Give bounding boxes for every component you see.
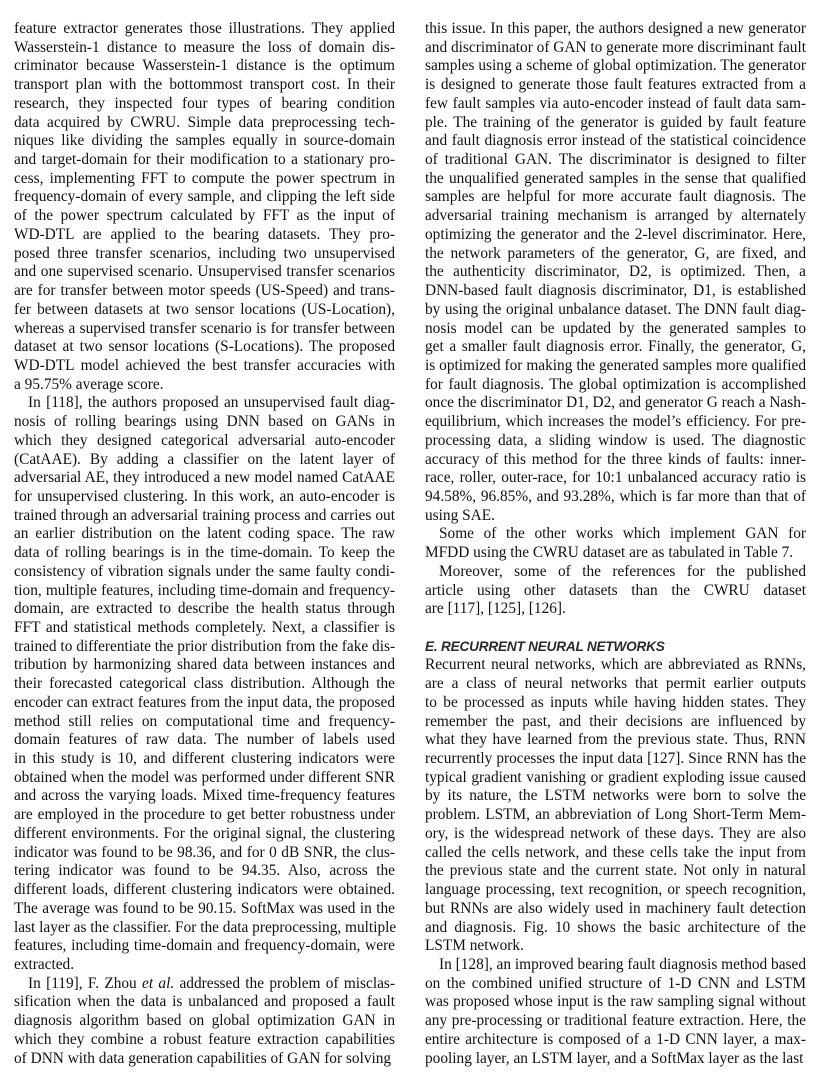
text-line: extracted. xyxy=(14,955,75,973)
text-line: and diagnosis. Fig. 10 shows the basic architecture of the xyxy=(425,918,806,936)
text-line: of the power spectrum calculated by FFT as the input of xyxy=(14,207,395,225)
text-line: problem. LSTM, an abbreviation of Long Short-Term Mem- xyxy=(425,806,806,824)
text-line: transport plan with the bottommost transport cost. In their xyxy=(14,76,395,94)
text-line: the previous state and the current state. Not only in natural xyxy=(425,862,806,880)
text-line: a 95.75% average score. xyxy=(14,375,164,393)
text-line: fer between datasets at two sensor locations (US-Location), xyxy=(14,300,395,318)
text-line: trained through an adversarial training process and carries out xyxy=(14,506,395,524)
text-line: WD-DTL are applied to the bearing datasets. They pro- xyxy=(14,225,395,243)
paragraph xyxy=(425,20,806,525)
text-line: for fault diagnosis. The global optimization is accomplished xyxy=(425,375,806,393)
text-line: Wasserstein-1 distance to measure the loss of domain dis- xyxy=(14,38,395,56)
text-line: the unqualified generated samples in the sense that qualified xyxy=(425,169,806,187)
text-line: and one supervised scenario. Unsupervised transfer scenarios xyxy=(14,263,395,281)
text-line: MFDD using the CWRU dataset are as tabulated in Table 7. xyxy=(425,544,794,562)
paragraph xyxy=(425,956,806,1068)
text-line: few fault samples via auto-encoder instead of fault data sam- xyxy=(425,94,806,112)
text-line: this issue. In this paper, the authors designed a new generator xyxy=(425,20,806,37)
text-line: of DNN with data generation capabilities of GAN for solving xyxy=(14,1049,392,1067)
text-line: by using the original unbalance dataset. The DNN fault diag- xyxy=(425,300,806,318)
text-line: DNN-based fault diagnosis discriminator, D1, is established xyxy=(425,282,806,300)
text-line: what they have learned from the previous state. Thus, RNN xyxy=(425,731,806,749)
text-line: Some of the other works which implement GAN for xyxy=(439,525,806,543)
text-line: encoder can extract features from the input data, the proposed xyxy=(14,693,395,711)
italic-et-al: et al. xyxy=(142,974,175,992)
text-line: processing data, a sliding window is used. The diagnostic xyxy=(425,431,806,449)
text-line: In [128], an improved bearing fault diagnosis method based xyxy=(439,955,806,973)
text-line: cess, implementing FFT to compute the power spectrum in xyxy=(14,169,395,187)
text-line: criminator because Wasserstein-1 distance is the optimum xyxy=(14,57,395,75)
text-line: in this study is 10, and different clustering indicators were xyxy=(14,750,395,768)
text-line: dataset at two sensor locations (S-Locations). The proposed xyxy=(14,338,395,356)
text-line: their forecasted categorical class distribution. Although the xyxy=(14,675,395,693)
text-line: and fault diagnosis error instead of the statistical coincidence xyxy=(425,132,806,150)
text-line: entire architecture is composed of a 1-D CNN layer, a max- xyxy=(425,1030,806,1048)
text-line: and across the varying loads. Mixed time-frequency features xyxy=(14,787,395,805)
text-line: LSTM network. xyxy=(425,937,524,955)
text-line: using SAE. xyxy=(425,506,495,524)
text-line: niques like dividing the samples equally in source-domain xyxy=(14,132,395,150)
text-line: samples using a scheme of global optimization. The generator xyxy=(425,57,806,75)
text-line: are for transfer between motor speeds (US-Speed) and trans- xyxy=(14,282,395,300)
text-line: ory, is the widespread network of these days. They are also xyxy=(425,824,806,842)
section-heading: E. RECURRENT NEURAL NETWORKS xyxy=(425,638,665,654)
text-line: typical gradient vanishing or gradient exploding issue caused xyxy=(425,768,806,786)
text-line: Moreover, some of the references for the published xyxy=(439,562,806,580)
top-margin xyxy=(425,0,806,20)
text-line: are [117], [125], [126]. xyxy=(425,600,566,618)
text-line: data acquired by CWRU. Simple data preprocessing tech- xyxy=(14,113,395,131)
right-column xyxy=(425,0,806,1068)
text-line: trained to differentiate the prior distribution from the fake dis- xyxy=(14,637,396,655)
text-line: nosis of rolling bearings using DNN based on GANs in xyxy=(14,413,395,431)
text-line: by its nature, the LSTM networks were born to solve the xyxy=(425,787,806,805)
text-line: the network parameters of the generator, G, are fixed, and xyxy=(425,244,806,262)
text-line: equilibrium, which increases the model’s efficiency. For pre- xyxy=(425,413,806,431)
text-line: and target-domain for their modification to a stationary pro- xyxy=(14,151,395,169)
text-line: and discriminator of GAN to generate more discriminant fault xyxy=(425,38,806,56)
text-line: the authenticity discriminator, D2, is optimized. Then, a xyxy=(425,263,806,281)
text-fragment: addressed the problem of misclas- xyxy=(174,974,395,992)
text-line: posed three transfer scenarios, including two unsupervised xyxy=(14,244,395,262)
text-line: on the combined unified structure of 1-D CNN and LSTM xyxy=(425,974,806,992)
text-line: Recurrent neural networks, which are abbreviated as RNNs, xyxy=(425,656,806,674)
paragraph xyxy=(14,394,395,974)
text-line: method still relies on computational time and frequency- xyxy=(14,712,395,730)
text-line: for unsupervised clustering. In this work, an auto-encoder is xyxy=(14,487,395,505)
text-line: adversarial training mechanism is arranged by alternately xyxy=(425,207,806,225)
text-line: is designed to generate those fault features extracted from a xyxy=(425,76,806,94)
text-line: once the discriminator D1, D2, and generator G reach a Nash- xyxy=(425,394,806,412)
text-line: optimizing the generator and the 2-level discriminator. Here, xyxy=(425,225,806,243)
paragraph xyxy=(425,525,806,562)
text-line: feature extractor generates those illustrations. They applied xyxy=(14,20,395,37)
text-line: diagnosis algorithm based on global optimization GAN in xyxy=(14,1012,395,1030)
text-line: research, they inspected four types of bearing condition xyxy=(14,94,395,112)
paragraph xyxy=(14,975,395,1069)
text-line: different environments. For the original signal, the clustering xyxy=(14,824,395,842)
text-line: are employed in the procedure to get better robustness under xyxy=(14,806,395,824)
text-line: WD-DTL model achieved the best transfer accuracies with xyxy=(14,356,395,374)
text-line: get a smaller fault diagnosis error. Finally, the generator, G, xyxy=(425,338,806,356)
text-line: features, including time-domain and frequency-domain, were xyxy=(14,937,395,955)
text-line: last layer as the classifier. For the data preprocessing, multiple xyxy=(14,918,397,936)
text-line: recurrently processes the input data [127]. Since RNN has the xyxy=(425,750,806,768)
text-line: data of rolling bearings is in the time-domain. To keep the xyxy=(14,544,395,562)
text-line: tribution by harmonizing shared data between instances and xyxy=(14,656,395,674)
text-line: is optimized for making the generated samples more qualified xyxy=(425,356,806,374)
text-line: In [118], the authors proposed an unsupervised fault diag- xyxy=(28,394,395,412)
text-line: remember the past, and their decisions are influenced by xyxy=(425,712,806,730)
text-line: frequency-domain of every sample, and clipping the left side xyxy=(14,188,395,206)
text-line: indicator was found to be 98.36, and for 0 dB SNR, the clus- xyxy=(14,843,395,861)
text-line: any pre-processing or traditional feature extraction. Here, the xyxy=(425,1012,806,1030)
text-line: FFT and statistical methods completely. Next, a classifier is xyxy=(14,619,395,636)
text-line: whereas a supervised transfer scenario is for transfer between xyxy=(14,319,395,337)
text-line: consistency of vibration signals under the same faulty condi- xyxy=(14,562,395,580)
text-line: samples are helpful for more accurate fault diagnosis. The xyxy=(425,188,806,206)
text-line: sification when the data is unbalanced and proposed a fault xyxy=(14,993,395,1011)
text-line: tion, multiple features, including time-domain and frequency- xyxy=(14,581,395,599)
text-line: was proposed whose input is the raw sampling signal without xyxy=(425,993,806,1011)
text-line xyxy=(14,975,395,994)
text-line: nosis model can be updated by the generated samples to xyxy=(425,319,806,337)
text-line: The average was found to be 90.15. SoftMax was used in the xyxy=(14,899,395,917)
text-line: obtained when the model was performed under different SNR xyxy=(14,768,395,786)
text-line: race, roller, outer-race, for 10:1 unbalanced accuracy ratio is xyxy=(425,469,806,487)
text-line: article using other datasets than the CWRU dataset xyxy=(425,581,806,599)
text-line: which they designed categorical adversarial auto-encoder xyxy=(14,431,395,449)
text-line: language processing, text recognition, or speech recognition, xyxy=(425,881,806,899)
text-line: called the cells network, and these cells take the input from xyxy=(425,843,806,861)
text-line: different loads, different clustering indicators were obtained. xyxy=(14,881,395,899)
paragraph xyxy=(425,563,806,619)
paragraph xyxy=(14,20,395,394)
top-margin xyxy=(14,0,395,20)
text-line: but RNNs are also widely used in machinery fault detection xyxy=(425,899,806,917)
text-line: which they combine a robust feature extraction capabilities xyxy=(14,1030,395,1048)
left-column xyxy=(14,0,395,1068)
text-line: tering indicator was found to be 94.35. Also, across the xyxy=(14,862,395,880)
text-line: domain features of raw data. The number of labels used xyxy=(14,731,395,749)
text-line: of traditional GAN. The discriminator is designed to filter xyxy=(425,151,806,169)
text-line: (CatAAE). By adding a classifier on the latent layer of xyxy=(14,450,395,468)
text-line: pooling layer, an LSTM layer, and a SoftMax layer as the last xyxy=(425,1049,804,1067)
paragraph xyxy=(425,656,806,956)
text-line: 94.58%, 96.85%, and 93.28%, which is far more than that of xyxy=(425,487,806,505)
text-line: an earlier distribution on the latent coding space. The raw xyxy=(14,525,395,543)
text-line: ple. The training of the generator is guided by fault feature xyxy=(425,113,806,131)
text-line: domain, are extracted to describe the health status through xyxy=(14,600,395,618)
text-line: accuracy of this method for the three kinds of faults: inner- xyxy=(425,450,806,468)
text-line: are a class of neural networks that permit earlier outputs xyxy=(425,675,806,693)
text-fragment: In [119], F. Zhou xyxy=(28,974,143,992)
text-line: adversarial AE, they introduced a new model named CatAAE xyxy=(14,469,395,487)
text-line: to be processed as inputs while having hidden states. They xyxy=(425,693,806,711)
